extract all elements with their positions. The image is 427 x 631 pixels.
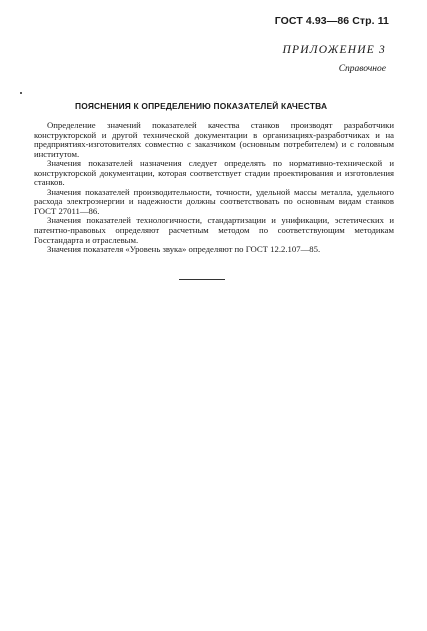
paragraph: Значения показателей технологичности, стандартизации и унификации, эстетических и патентно-правовых определяют расчетным методом по соответствующим методикам Госстандарта и отраслевым. — [34, 215, 394, 245]
paragraph: Значения показателей назначения следует определять по нормативно-технической и конструкторской документации, которая соответствует стадии проектирования и изготовления станков. — [34, 158, 394, 188]
paragraph: Значения показателей производительности, точности, удельной массы металла, удельного расхода электроэнергии и надежности должны соответствовать по основным видам станков ГОСТ 27011—86. — [34, 186, 394, 216]
margin-dot — [20, 92, 22, 94]
body-text — [34, 121, 394, 255]
appendix-heading — [282, 43, 386, 75]
end-separator-line — [179, 279, 225, 280]
paragraph: Значения показателя «Уровень звука» определяют по ГОСТ 12.2.107—85. — [47, 244, 321, 255]
page-header: ГОСТ 4.93—86 Стр. 11 — [274, 15, 389, 27]
appendix-subtitle: Справочное — [338, 64, 386, 74]
paragraph: Определение значений показателей качества станков производят разработчики конструкторской и другой технической документации в организациях-разработчиках и на предприятиях-изготовителях совместно с заказчиком (основным потребителем) и с головным институтом. — [34, 120, 394, 159]
section-title: ПОЯСНЕНИЯ К ОПРЕДЕЛЕНИЮ ПОКАЗАТЕЛЕЙ КАЧЕСТВА — [75, 101, 328, 111]
appendix-title: ПРИЛОЖЕНИЕ 3 — [282, 44, 386, 56]
